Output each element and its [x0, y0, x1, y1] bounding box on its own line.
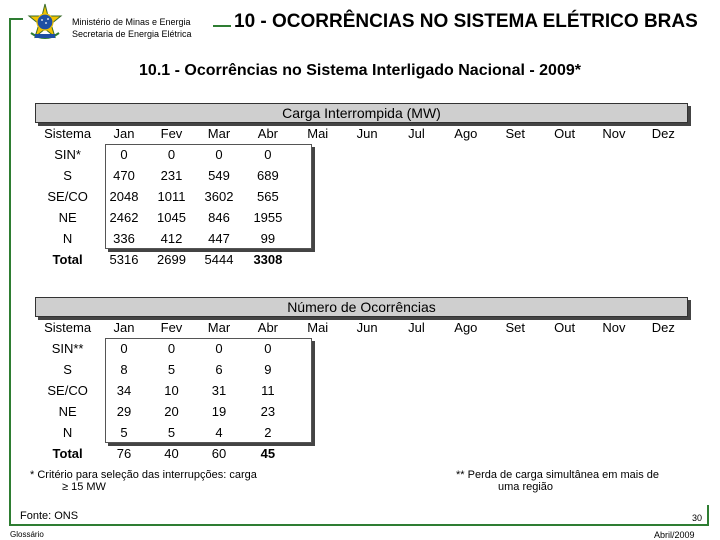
table-cell: [441, 443, 490, 464]
table-body: [35, 317, 688, 464]
table-cell: [639, 249, 688, 270]
table-cell: [639, 338, 688, 359]
table-cell: [342, 144, 391, 165]
table-cell: [392, 422, 441, 443]
table-cell: [392, 380, 441, 401]
table-cell: 549: [208, 168, 230, 183]
table-row: [35, 186, 688, 207]
row-label: S: [63, 362, 72, 377]
table-cell: 5: [167, 362, 176, 377]
table-cell: [392, 443, 441, 464]
table-cell: [540, 228, 589, 249]
footnote-line: ** Perda de carga simultânea em mais de: [456, 469, 659, 481]
table-cell: [293, 144, 342, 165]
column-header: Dez: [651, 320, 675, 335]
brazil-coat-of-arms-icon: [25, 3, 65, 43]
table-cell: [392, 338, 441, 359]
row-label: SE/CO: [47, 383, 88, 398]
table-caption: Carga Interrompida (MW): [35, 103, 688, 123]
table-cell: [342, 207, 391, 228]
table-cell: 0: [120, 341, 128, 356]
table-cell: [491, 422, 540, 443]
table-cell: 11: [261, 383, 275, 398]
table-cell: [589, 401, 638, 422]
table-cell: 231: [160, 168, 183, 183]
column-header: Ago: [454, 320, 478, 335]
table-cell: [392, 401, 441, 422]
table-cell: [589, 228, 638, 249]
table-cell: [293, 443, 342, 464]
table-cell: [491, 186, 540, 207]
table-cell: [441, 165, 490, 186]
row-label: N: [62, 231, 73, 246]
table-cell: [392, 165, 441, 186]
table-cell: 689: [257, 168, 279, 183]
table-cell: [540, 186, 589, 207]
interrupted-load-table: [35, 103, 688, 270]
table-cell: [639, 443, 688, 464]
table-cell: 60: [211, 446, 227, 461]
footnote-multi-region: [456, 469, 696, 493]
table-cell: 3308: [253, 252, 283, 267]
table-cell: [639, 359, 688, 380]
table-cell: [540, 249, 589, 270]
table-cell: [293, 422, 342, 443]
table-cell: 2048: [109, 189, 139, 204]
table-cell: 4: [215, 425, 223, 440]
column-header: Set: [505, 126, 525, 141]
table-cell: [342, 165, 391, 186]
table-cell: 10: [164, 383, 179, 398]
table-cell: [639, 144, 688, 165]
table-cell: 2699: [157, 252, 186, 267]
table-cell: [540, 422, 589, 443]
table-cell: [392, 249, 441, 270]
table-cell: [441, 338, 490, 359]
table-cell: [441, 228, 490, 249]
table-cell: [491, 443, 540, 464]
table-cell: [293, 249, 342, 270]
table-cell: [293, 207, 342, 228]
ministry-header: [72, 16, 192, 40]
row-label: NE: [58, 210, 77, 225]
table-cell: 5: [120, 425, 128, 440]
table-row: [35, 401, 688, 422]
table-cell: [293, 401, 342, 422]
frame-line-left: [9, 18, 11, 526]
table-cell: [441, 359, 490, 380]
glossary-link[interactable]: Glossário: [10, 530, 44, 539]
table-cell: [491, 207, 540, 228]
row-label: SE/CO: [47, 189, 88, 204]
table-cell: [392, 186, 441, 207]
table-cell: [589, 380, 638, 401]
frame-line-bottom: [9, 524, 709, 526]
table-cell: 565: [257, 189, 279, 204]
table-row: [35, 443, 688, 464]
table-cell: [589, 338, 638, 359]
table-cell: 6: [215, 362, 223, 377]
column-header: Ago: [454, 126, 478, 141]
table-cell: 0: [264, 147, 272, 162]
table-cell: 447: [208, 231, 230, 246]
table-cell: [342, 401, 391, 422]
table-cell: [639, 422, 688, 443]
occurrences-table: [35, 297, 688, 464]
table-row: [35, 359, 688, 380]
table-cell: 1045: [157, 210, 186, 225]
table-cell: 0: [215, 147, 223, 162]
table-cell: 5: [167, 425, 176, 440]
table-row: [35, 228, 688, 249]
table-cell: [491, 359, 540, 380]
table-cell: 5444: [204, 252, 234, 267]
table-cell: [589, 249, 638, 270]
column-header: Fev: [160, 320, 183, 335]
table-cell: [639, 401, 688, 422]
column-header: Jan: [113, 320, 135, 335]
table-cell: 19: [211, 404, 227, 419]
column-header: Sistema: [44, 126, 92, 141]
column-header: Out: [554, 126, 576, 141]
column-header: Mar: [207, 320, 231, 335]
table-cell: [342, 443, 391, 464]
row-label: S: [63, 168, 72, 183]
table-cell: [293, 380, 342, 401]
table-caption: Número de Ocorrências: [35, 297, 688, 317]
row-label: SIN**: [51, 341, 84, 356]
table-cell: [491, 144, 540, 165]
table-cell: [540, 207, 589, 228]
table-cell: [540, 443, 589, 464]
table-cell: 99: [260, 231, 276, 246]
table-cell: 0: [120, 147, 128, 162]
table-cell: 0: [264, 341, 272, 356]
table-cell: [491, 338, 540, 359]
table-cell: 29: [116, 404, 132, 419]
column-header: Jul: [408, 320, 425, 335]
column-header: Abr: [257, 320, 279, 335]
table-cell: 0: [167, 147, 176, 162]
column-header: Mar: [207, 126, 231, 141]
table-cell: [639, 165, 688, 186]
column-header: Jan: [113, 126, 135, 141]
column-header: Jun: [356, 126, 378, 141]
table-cell: 412: [160, 231, 183, 246]
table-cell: [342, 359, 391, 380]
table-row: [35, 380, 688, 401]
table-cell: [589, 207, 638, 228]
frame-line-right: [707, 505, 709, 526]
ministry-name: Ministério de Minas e Energia: [72, 17, 191, 27]
table-cell: [639, 380, 688, 401]
table-cell: [589, 144, 638, 165]
section-subtitle: 10.1 - Ocorrências no Sistema Interligado Nacional - 2009*: [139, 62, 581, 79]
column-header: Jun: [356, 320, 378, 335]
table-cell: 846: [208, 210, 230, 225]
date-label: Abril/2009: [654, 530, 695, 540]
column-header: Abr: [257, 126, 279, 141]
table-cell: 2462: [109, 210, 139, 225]
table-cell: 336: [113, 231, 135, 246]
table-cell: [589, 443, 638, 464]
table-cell: 0: [167, 341, 176, 356]
page-number: 30: [692, 513, 703, 523]
table-cell: [342, 338, 391, 359]
table-cell: [441, 249, 490, 270]
footnote-line: * Critério para seleção das interrupções: carga: [30, 469, 257, 481]
table-cell: [441, 186, 490, 207]
table-cell: 3602: [204, 189, 234, 204]
table-cell: [491, 228, 540, 249]
table-cell: [540, 401, 589, 422]
row-label: SIN*: [54, 147, 81, 162]
table-cell: 20: [164, 404, 179, 419]
table-cell: 1011: [157, 189, 186, 204]
table-cell: [540, 165, 589, 186]
table-cell: [491, 165, 540, 186]
table-cell: [342, 186, 391, 207]
table-cell: [639, 207, 688, 228]
table-cell: [589, 422, 638, 443]
table-cell: [441, 144, 490, 165]
frame-line-top-left: [9, 18, 23, 20]
table-cell: 45: [260, 446, 276, 461]
table-cell: [392, 207, 441, 228]
table-cell: [441, 380, 490, 401]
table-cell: [540, 359, 589, 380]
table-cell: 5316: [109, 252, 139, 267]
table-cell: 23: [260, 404, 276, 419]
column-header: Out: [554, 320, 576, 335]
table-cell: [441, 401, 490, 422]
column-header: Mai: [307, 320, 329, 335]
table-cell: [491, 249, 540, 270]
table-cell: 76: [116, 446, 132, 461]
table-cell: [540, 144, 589, 165]
column-header: Dez: [651, 126, 675, 141]
header-row: [35, 317, 688, 338]
table-row: [35, 144, 688, 165]
table-row: [35, 165, 688, 186]
table-cell: [342, 249, 391, 270]
table-cell: [441, 422, 490, 443]
source-label: Fonte: ONS: [20, 510, 79, 522]
secretariat-name: Secretaria de Energia Elétrica: [72, 29, 192, 39]
table-cell: [589, 165, 638, 186]
frame-line-top-mid: [213, 25, 231, 27]
table-cell: [540, 380, 589, 401]
table-cell: 470: [113, 168, 135, 183]
table-cell: [293, 359, 342, 380]
table-cell: 1955: [253, 210, 283, 225]
table-cell: 9: [264, 362, 272, 377]
footnote-line: uma região: [498, 481, 554, 493]
table-cell: 34: [116, 383, 132, 398]
table-cell: [392, 228, 441, 249]
column-header: Nov: [602, 320, 626, 335]
table-cell: [293, 186, 342, 207]
row-label: N: [62, 425, 73, 440]
table-cell: 40: [164, 446, 179, 461]
page-title: 10 - OCORRÊNCIAS NO SISTEMA ELÉTRICO BRAS: [234, 11, 698, 32]
table-cell: [342, 380, 391, 401]
column-header: Nov: [602, 126, 626, 141]
column-header: Sistema: [44, 320, 92, 335]
footnote-line: ≥ 15 MW: [62, 481, 106, 493]
table-cell: [342, 422, 391, 443]
table-cell: [589, 186, 638, 207]
column-header: Fev: [160, 126, 183, 141]
table-body: [35, 123, 688, 270]
row-label: Total: [52, 446, 83, 461]
table-cell: [491, 380, 540, 401]
column-header: Mai: [307, 126, 329, 141]
table-cell: [392, 359, 441, 380]
table-cell: [293, 228, 342, 249]
table-row: [35, 249, 688, 270]
table-cell: [293, 338, 342, 359]
table-cell: [293, 165, 342, 186]
column-header: Jul: [408, 126, 425, 141]
row-label: NE: [58, 404, 77, 419]
table-cell: [441, 207, 490, 228]
header-row: [35, 123, 688, 144]
footnote-criteria: [30, 469, 300, 493]
table-cell: [589, 359, 638, 380]
table-cell: [342, 228, 391, 249]
table-cell: [639, 186, 688, 207]
row-label: Total: [52, 252, 83, 267]
table-cell: [491, 401, 540, 422]
table-cell: 2: [264, 425, 272, 440]
column-header: Set: [505, 320, 525, 335]
table-cell: 31: [211, 383, 227, 398]
table-cell: [392, 144, 441, 165]
table-row: [35, 207, 688, 228]
table-cell: [540, 338, 589, 359]
table-row: [35, 422, 688, 443]
table-cell: 0: [215, 341, 223, 356]
table-cell: 8: [120, 362, 128, 377]
table-cell: [639, 228, 688, 249]
table-row: [35, 338, 688, 359]
